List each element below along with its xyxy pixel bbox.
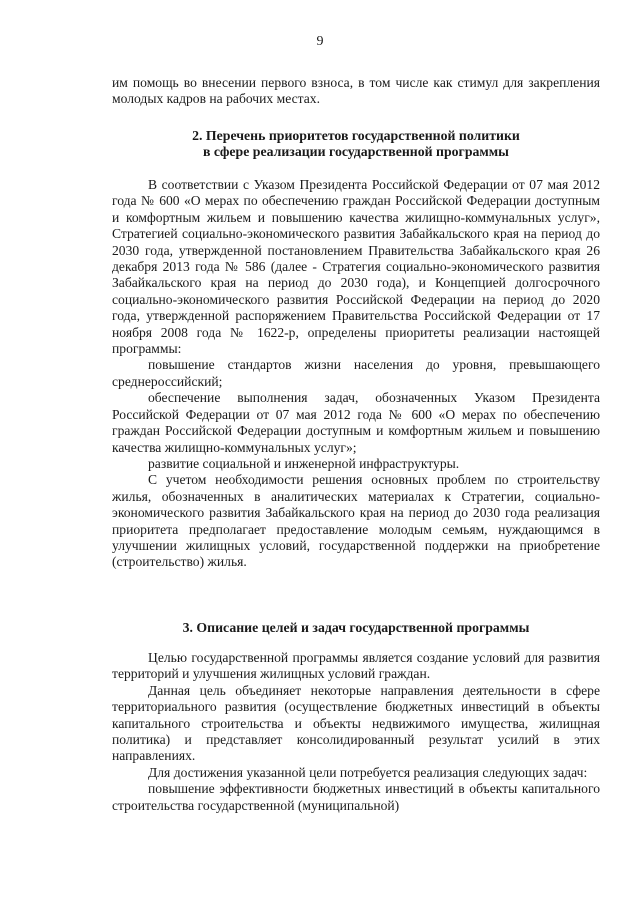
section-3-heading	[112, 620, 600, 636]
section-2-heading-line-2: в сфере реализации государственной программы	[203, 144, 509, 160]
section-3-heading-text: 3. Описание целей и задач государственной программы	[182, 620, 530, 635]
section-2-paragraph-5: С учетом необходимости решения основных проблем по строительству жилья, обозначенных в аналитических материалах к Стратегии, социально-экономического развития Забайкальского края на период до 2030 года реализация приоритета предполагает предоставление молодым семьям, нуждающимся в улучшении жилищных условий, государственной поддержки на приобретение (строительство) жилья.	[112, 472, 600, 570]
section-2-paragraph-3: обеспечение выполнения задач, обозначенных Указом Президента Российской Федерации от 07 мая 2012 года № 600 «О мерах по обеспечению граждан Российской Федерации доступным и комфортным жильем и повышению качества жилищно-коммунальных услуг»;	[112, 390, 600, 455]
section-2-body	[112, 177, 600, 571]
section-2-heading-line-1: 2. Перечень приоритетов государственной политики	[192, 128, 520, 143]
intro-block	[112, 75, 600, 108]
page-number: 9	[316, 34, 324, 49]
section-3-paragraph-1: Целью государственной программы является создание условий для развития территорий и улучшения жилищных условий граждан.	[112, 650, 600, 682]
section-2-paragraph-4: развитие социальной и инженерной инфраструктуры.	[148, 455, 460, 471]
section-3-paragraph-3: Для достижения указанной цели потребуется реализация следующих задач:	[148, 764, 588, 780]
intro-paragraph: им помощь во внесении первого взноса, в том числе как стимул для закрепления молодых кадров на рабочих местах.	[112, 75, 600, 107]
section-3-paragraph-4: повышение эффективности бюджетных инвестиций в объекты капитального строительства государственной (муниципальной)	[112, 781, 600, 813]
section-3-paragraph-2: Данная цель объединяет некоторые направления деятельности в сфере территориального развития (осуществление бюджетных инвестиций в объекты капитального строительства и объекты недвижимого имущества, жилищная политика) и представляет консолидированный результат усилий в этих направлениях.	[112, 682, 600, 764]
section-2-heading	[112, 128, 600, 161]
section-2-paragraph-1: В соответствии с Указом Президента Российской Федерации от 07 мая 2012 года № 600 «О мерах по обеспечению граждан Российской Федерации доступным и комфортным жильем и повышению качества жилищно-коммунальных услуг», Стратегией социально-экономического развития Забайкальского края на период до 2030 года, утвержденной постановлением Правительства Забайкальского края 26 декабря 2013 года № 586 (далее - Стратегия социально-экономического развития Забайкальского края на период до 2030 года), и Концепцией долгосрочного социально-экономического развития Российской Федерации на период до 2020 года, утвержденной распоряжением Правительства Российской Федерации от 17 ноября 2008 года № 1622-р, определены приоритеты реализации настоящей программы:	[112, 177, 600, 357]
section-2-paragraph-2: повышение стандартов жизни населения до уровня, превышающего среднероссийский;	[112, 357, 600, 389]
section-3-body	[112, 650, 600, 814]
